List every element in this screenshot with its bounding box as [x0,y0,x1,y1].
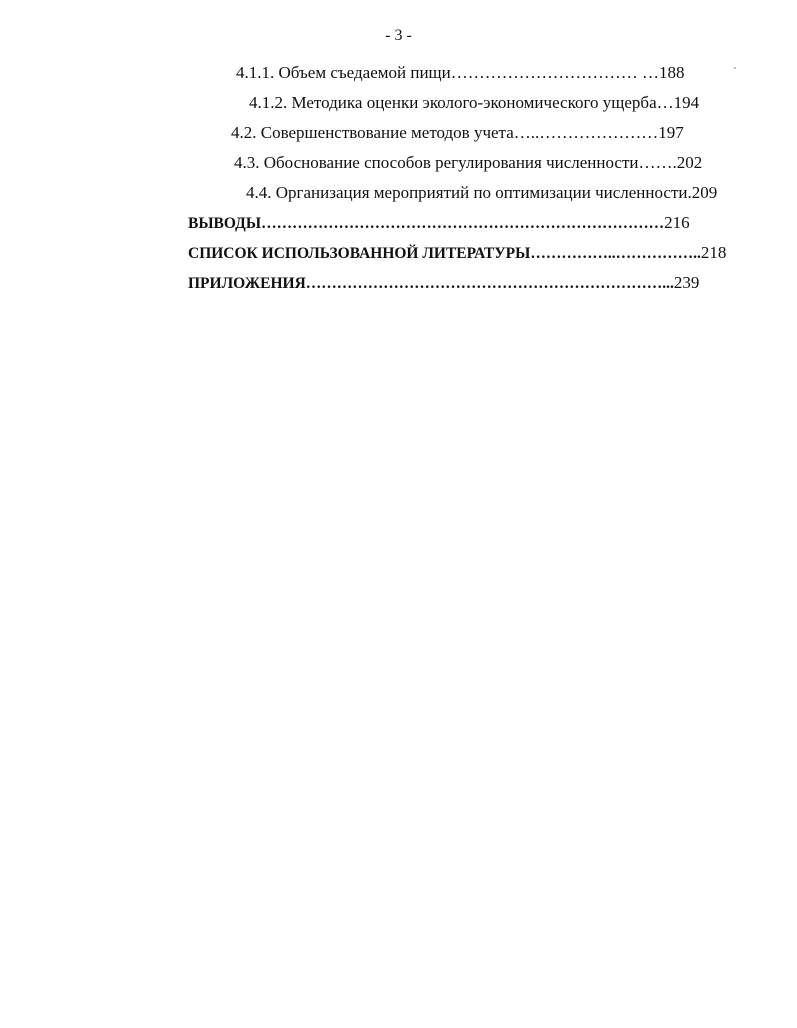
toc-entry-title: ВЫВОДЫ…………………………………………………………………… [188,215,665,232]
toc-entry-4-1-2[interactable] [249,92,699,114]
toc-entry-title: 4.3. Обоснование способов регулирования численности……. [234,153,677,172]
toc-entry-page: 209 [691,183,718,202]
toc-entry-title: 4.4. Организация мероприятий по оптимизации численности. [246,183,692,202]
toc-entry-page: 218 [700,243,727,262]
toc-entry-appendices[interactable] [188,272,699,295]
toc-entry-4-1-1[interactable] [236,62,684,84]
toc-entry-page: 194 [673,93,700,112]
scan-speck [734,67,736,69]
page-number: - 3 - [385,27,412,44]
toc-entry-page: 202 [676,153,703,172]
toc-entry-4-4[interactable] [246,182,717,204]
toc-entry-title: 4.1.2. Методика оценки эколого-экономического ущерба… [249,93,674,112]
toc-entry-title: СПИСОК ИСПОЛЬЗОВАННОЙ ЛИТЕРАТУРЫ……………..…………….. [188,245,701,262]
toc-entry-title: 4.1.1. Объем съедаемой пищи…………………………… … [236,63,659,82]
toc-entry-page: 216 [664,213,690,232]
toc-entry-4-3[interactable] [234,152,702,174]
toc-entry-page: 197 [658,123,684,142]
toc-entry-4-2[interactable] [231,122,684,144]
toc-entry-page: 239 [673,273,700,292]
toc-entry-references[interactable] [188,242,726,265]
toc-entry-page: 188 [658,63,685,82]
toc-entry-title: 4.2. Совершенствование методов учета…..………………… [231,123,659,142]
toc-entry-conclusions[interactable] [188,212,690,235]
toc-entry-title: ПРИЛОЖЕНИЯ……………………………………………………………... [188,275,674,292]
